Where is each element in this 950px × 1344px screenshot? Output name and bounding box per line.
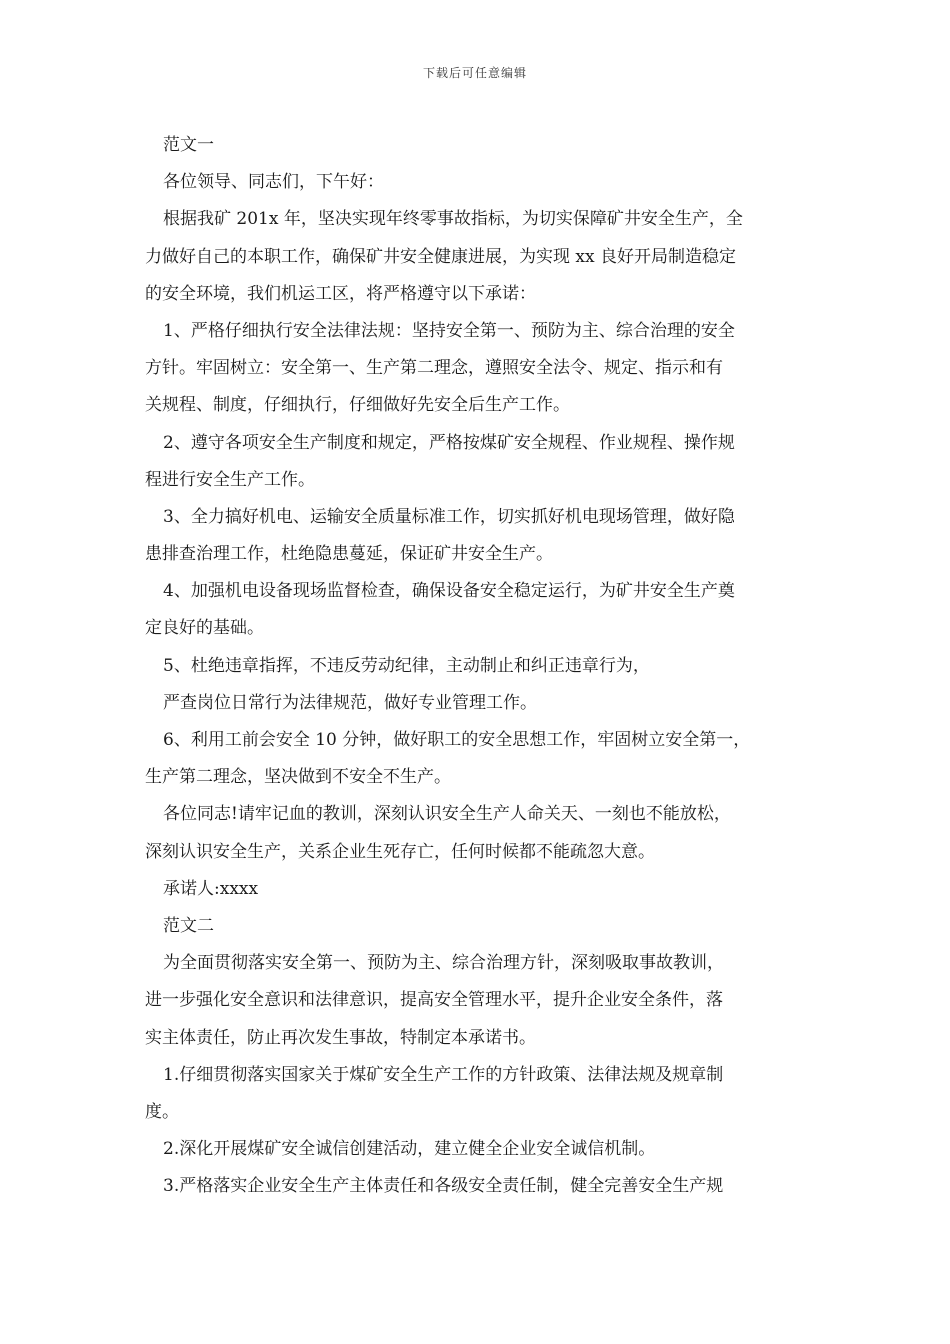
text-line: 方针。牢固树立：安全第一、生产第二理念，遵照安全法令、规定、指示和有 bbox=[145, 358, 723, 379]
text-line: 5、杜绝违章指挥，不违反劳动纪律，主动制止和纠正违章行为， bbox=[163, 655, 650, 676]
text-line: 根据我矿 201x 年，坚决实现年终零事故指标，为切实保障矿井安全生产，全 bbox=[163, 209, 743, 230]
text-line: 患排查治理工作，杜绝隐患蔓延，保证矿井安全生产。 bbox=[145, 544, 553, 565]
text-line: 承诺人:xxxx bbox=[163, 878, 259, 899]
text-line: 实主体责任，防止再次发生事故，特制定本承诺书。 bbox=[145, 1027, 536, 1048]
document-body bbox=[145, 127, 815, 1205]
text-line: 程进行安全生产工作。 bbox=[145, 469, 315, 490]
text-line: 力做好自己的本职工作，确保矿井安全健康进展，为实现 xx 良好开局制造稳定 bbox=[145, 246, 736, 267]
text-line: 范文一 bbox=[163, 135, 214, 155]
text-line: 1.仔细贯彻落实国家关于煤矿安全生产工作的方针政策、法律法规及规章制 bbox=[163, 1064, 724, 1085]
text-line: 4、加强机电设备现场监督检查，确保设备安全稳定运行，为矿井安全生产奠 bbox=[163, 581, 735, 602]
text-line: 的安全环境，我们机运工区，将严格遵守以下承诺： bbox=[145, 283, 536, 304]
text-line: 1、严格仔细执行安全法律法规：坚持安全第一、预防为主、综合治理的安全 bbox=[163, 320, 735, 341]
text-line: 生产第二理念，坚决做到不安全不生产。 bbox=[145, 767, 451, 788]
text-line: 3、全力搞好机电、运输安全质量标准工作，切实抓好机电现场管理，做好隐 bbox=[163, 506, 735, 527]
text-line: 各位领导、同志们，下午好： bbox=[163, 172, 384, 193]
text-line: 为全面贯彻落实安全第一、预防为主、综合治理方针，深刻吸取事故教训， bbox=[163, 953, 724, 974]
text-line: 严查岗位日常行为法律规范，做好专业管理工作。 bbox=[163, 692, 537, 713]
text-line: 3.严格落实企业安全生产主体责任和各级安全责任制，健全完善安全生产规 bbox=[163, 1176, 724, 1197]
text-line: 度。 bbox=[145, 1101, 179, 1122]
text-line: 2、遵守各项安全生产制度和规定，严格按煤矿安全规程、作业规程、操作规 bbox=[163, 432, 735, 453]
text-line: 深刻认识安全生产，关系企业生死存亡，任何时候都不能疏忽大意。 bbox=[145, 841, 655, 862]
page-header: 下载后可任意编辑 bbox=[422, 66, 527, 80]
text-line: 6、利用工前会安全 10 分钟，做好职工的安全思想工作，牢固树立安全第一， bbox=[163, 730, 751, 750]
text-line: 关规程、制度，仔细执行，仔细做好先安全后生产工作。 bbox=[145, 395, 570, 416]
text-line: 各位同志!请牢记血的教训，深刻认识安全生产人命关天、一刻也不能放松， bbox=[163, 804, 731, 825]
text-line: 2.深化开展煤矿安全诚信创建活动，建立健全企业安全诚信机制。 bbox=[163, 1139, 656, 1160]
text-line: 进一步强化安全意识和法律意识，提高安全管理水平，提升企业安全条件，落 bbox=[145, 990, 723, 1011]
text-line: 范文二 bbox=[163, 915, 214, 936]
text-line: 定良好的基础。 bbox=[145, 618, 264, 639]
